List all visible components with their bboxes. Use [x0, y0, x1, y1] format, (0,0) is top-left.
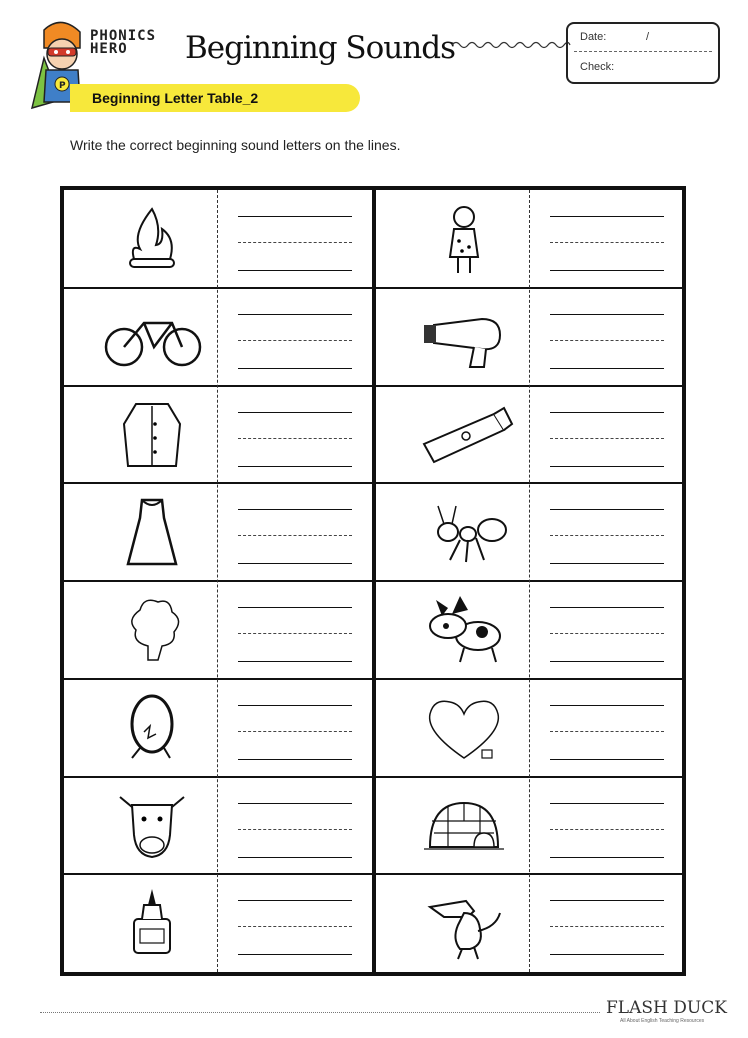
dress-icon — [92, 492, 212, 572]
writing-line-top[interactable] — [238, 607, 352, 608]
girl-icon — [404, 199, 524, 279]
writing-line-middle[interactable] — [550, 340, 664, 341]
writing-line-middle[interactable] — [238, 829, 352, 830]
ant-icon — [404, 492, 524, 572]
writing-line-base[interactable] — [550, 270, 664, 271]
writing-line-top[interactable] — [550, 803, 664, 804]
writing-line-top[interactable] — [238, 705, 352, 706]
writing-line-middle[interactable] — [550, 731, 664, 732]
crocodile-icon — [404, 883, 524, 963]
writing-line-middle[interactable] — [550, 633, 664, 634]
page-title: Beginning Sounds — [185, 30, 455, 66]
writing-line-base[interactable] — [550, 661, 664, 662]
brand-tagline: All About English Teaching Resources — [620, 1018, 705, 1024]
cow-icon — [92, 785, 212, 865]
writing-line-top[interactable] — [238, 900, 352, 901]
writing-line-top[interactable] — [238, 216, 352, 217]
writing-line-base[interactable] — [238, 368, 352, 369]
picture-answer-divider — [529, 190, 530, 972]
writing-line-base[interactable] — [550, 466, 664, 467]
writing-line-base[interactable] — [238, 661, 352, 662]
row-divider — [64, 776, 682, 778]
writing-line-top[interactable] — [238, 803, 352, 804]
subtitle: Beginning Letter Table_2 — [92, 90, 259, 106]
row-divider — [64, 287, 682, 289]
writing-line-base[interactable] — [550, 563, 664, 564]
writing-line-middle[interactable] — [550, 242, 664, 243]
writing-line-middle[interactable] — [550, 926, 664, 927]
writing-line-top[interactable] — [550, 412, 664, 413]
writing-line-middle[interactable] — [238, 633, 352, 634]
writing-line-middle[interactable] — [238, 926, 352, 927]
date-label: Date: — [580, 31, 607, 43]
writing-line-top[interactable] — [550, 314, 664, 315]
logo-wordmark — [90, 30, 156, 56]
writing-line-base[interactable] — [238, 759, 352, 760]
logo-line-2: HERO — [90, 41, 128, 57]
writing-line-base[interactable] — [238, 857, 352, 858]
writing-line-middle[interactable] — [550, 829, 664, 830]
writing-line-top[interactable] — [550, 900, 664, 901]
writing-line-base[interactable] — [238, 466, 352, 467]
date-divider — [574, 51, 712, 52]
logo-line-1: PHONICS — [90, 28, 157, 44]
writing-line-base[interactable] — [550, 857, 664, 858]
instruction-text: Write the correct beginning sound letters on the lines. — [70, 137, 401, 153]
cloud-icon — [92, 590, 212, 670]
fire-icon — [92, 199, 212, 279]
writing-line-middle[interactable] — [238, 535, 352, 536]
gum-pack-icon — [404, 394, 524, 474]
writing-line-middle[interactable] — [238, 438, 352, 439]
picture-answer-divider — [217, 190, 218, 972]
brand-logo: FLASH DUCK — [606, 998, 727, 1018]
igloo-icon — [404, 785, 524, 865]
writing-line-top[interactable] — [238, 314, 352, 315]
date-slash: / — [646, 31, 650, 43]
writing-line-base[interactable] — [550, 368, 664, 369]
writing-line-base[interactable] — [238, 270, 352, 271]
row-divider — [64, 385, 682, 387]
writing-line-base[interactable] — [550, 954, 664, 955]
writing-line-base[interactable] — [238, 954, 352, 955]
row-divider — [64, 580, 682, 582]
writing-line-top[interactable] — [550, 509, 664, 510]
glue-icon — [92, 883, 212, 963]
date-check-box — [566, 22, 720, 84]
heart-icon — [404, 688, 524, 768]
writing-line-middle[interactable] — [550, 535, 664, 536]
writing-line-middle[interactable] — [238, 340, 352, 341]
bicycle-icon — [92, 297, 212, 377]
footer-divider — [40, 1012, 600, 1013]
worksheet-table — [60, 186, 686, 976]
row-divider — [64, 873, 682, 875]
row-divider — [64, 482, 682, 484]
row-divider — [64, 678, 682, 680]
coat-icon — [92, 394, 212, 474]
svg-text:P: P — [59, 81, 66, 91]
writing-line-base[interactable] — [550, 759, 664, 760]
writing-line-top[interactable] — [238, 412, 352, 413]
dog-icon — [404, 590, 524, 670]
writing-line-base[interactable] — [238, 563, 352, 564]
writing-line-top[interactable] — [550, 607, 664, 608]
writing-line-top[interactable] — [238, 509, 352, 510]
writing-line-top[interactable] — [550, 705, 664, 706]
wave-divider-icon — [452, 38, 570, 52]
check-label: Check: — [580, 61, 615, 73]
writing-line-middle[interactable] — [238, 731, 352, 732]
writing-line-middle[interactable] — [550, 438, 664, 439]
egg-icon — [92, 688, 212, 768]
writing-line-middle[interactable] — [238, 242, 352, 243]
writing-line-top[interactable] — [550, 216, 664, 217]
hairdryer-icon — [404, 297, 524, 377]
